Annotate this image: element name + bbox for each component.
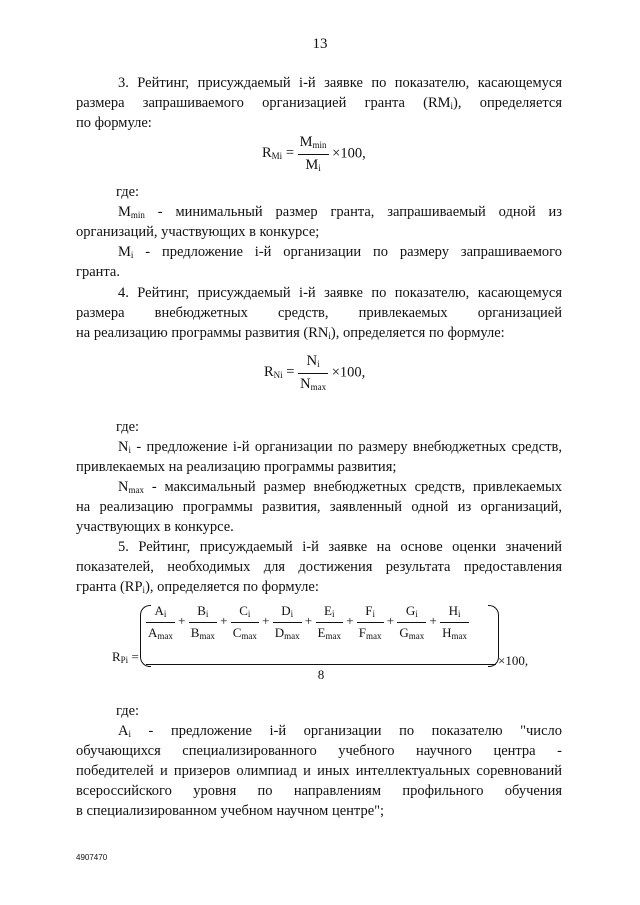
formula-rni: $R_{Ni}$ = $\frac{N_i}{N_{max}}$ ×100, <box>264 353 366 392</box>
ai-description-line-3: победителей и призеров олимпиад и иных интеллектуальных соревнований <box>76 763 562 779</box>
ni-description-line-1: $N_i$ - предложение i-й организации по размеру внебюджетных средств, <box>118 439 562 455</box>
nmax-description-line-1: $N_{max}$ - максимальный размер внебюджетных средств, привлекаемых <box>118 479 562 495</box>
page-number: 13 <box>312 36 328 52</box>
paragraph-3-line-2: размера запрашиваемого организацией гранта $(RM_i)$, определяется <box>76 95 562 111</box>
paragraph-5-line-1: 5. Рейтинг, присуждаемый i-й заявке на основе оценки значений <box>118 539 562 555</box>
paragraph-4-line-1: 4. Рейтинг, присуждаемый i-й заявке по показателю, касающемуся <box>118 285 562 301</box>
mi-description-line-1: $M_i$ - предложение i-й организации по размеру запрашиваемого <box>118 244 562 260</box>
mmin-description-line-2: организаций, участвующих в конкурсе; <box>76 224 320 240</box>
ai-description-line-1: $A_i$ - предложение i-й организации по показателю "число <box>118 723 562 739</box>
times-100: ×100, <box>498 653 529 668</box>
formula-rpi: $R_{Pi}$ = $\frac{A_i}{A_{max}}$ + $\frac{B_i}{B_{max}}$ + $\frac{C_i}{C_{max}}$ + $\frac{D_i}{D_{max}}$ + $\frac{E_i}{E_{max}}$ + $\frac{F_i}{F_{max}}$ + $\frac{G_i}{G_{max}}$ + $\frac{H_i}{H_{max}}$ 8 ×100, <box>112 603 529 682</box>
where-label-2: где: <box>116 419 140 435</box>
paragraph-4-line-3: на реализацию программы развития $(RN_i)$, определяется по формуле: <box>76 325 505 341</box>
ni-description-line-2: привлекаемых на реализацию программы развития; <box>76 459 397 475</box>
paragraph-3-line-1: 3. Рейтинг, присуждаемый i-й заявке по показателю, касающемуся <box>118 75 562 91</box>
mmin-description-line-1: $M_{min}$ - минимальный размер гранта, запрашиваемый одной из <box>118 204 562 220</box>
nmax-description-line-3: участвующих в конкурсе. <box>76 519 234 535</box>
denominator-eight: 8 <box>317 667 325 682</box>
where-label-1: где: <box>116 184 140 200</box>
mi-description-line-2: гранта. <box>76 264 120 280</box>
formula-rmi: $R_{Mi}$ = $\frac{M_{min}}{M_i}$ ×100, <box>262 134 366 173</box>
paragraph-5-line-3: гранта $(RP_i)$, определяется по формуле: <box>76 579 319 595</box>
ai-description-line-5: в специализированном учебном научном центре"; <box>76 803 385 819</box>
paragraph-5-line-2: показателей, необходимых для достижения результата предоставления <box>76 559 562 575</box>
nmax-description-line-2: на реализацию программы развития, заявленный одной из организаций, <box>76 499 562 515</box>
ai-description-line-4: всероссийского уровня по направлениям профильного обучения <box>76 783 562 799</box>
ai-description-line-2: обучающихся специализированного учебного научного центра - <box>76 743 562 759</box>
paragraph-4-line-2: размера внебюджетных средств, привлекаемых организацией <box>76 305 562 321</box>
paragraph-3-line-3: по формуле: <box>76 115 152 131</box>
document-code: 4907470 <box>76 853 108 862</box>
where-label-3: где: <box>116 703 140 719</box>
main-fraction-bar <box>146 664 496 665</box>
